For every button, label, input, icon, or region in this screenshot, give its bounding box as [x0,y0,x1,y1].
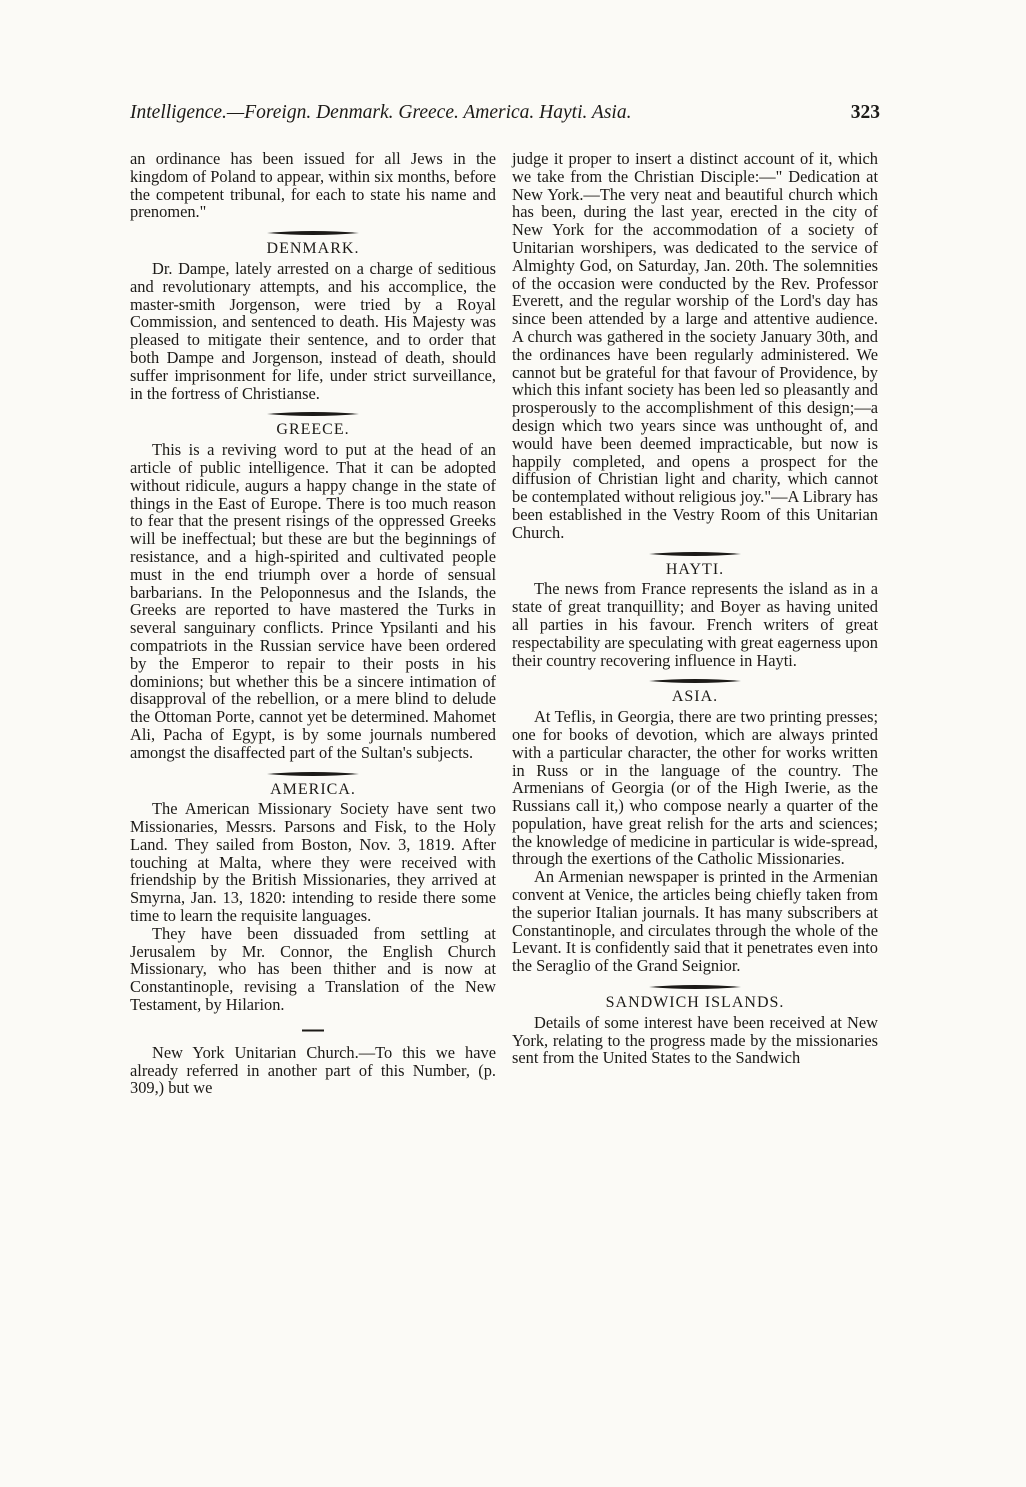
sandwich-text: Details of some interest have been received at New York, relating to the progress made by the missionaries sent from the United States to the Sandwich [512,1012,878,1068]
section-divider [649,678,741,684]
continuation-paragraph: judge it proper to insert a distinct account of it, which we take from the Christian Disciple:—" Dedication at New York.—The very neat and beautiful church which has been, during the last year, erected in the city of New York for the accommodation of a society of Unitarian worshipers, was dedicated to the service of Almighty God, on Saturday, Jan. 20th. The solemnities of the occasion were conducted by the Rev. Professor Everett, and the regular worship of the Lord's day has since been attended by a large and attentive audience. A church was gathered in the society January 30th, and the ordinances have been regularly administered. We cannot but be grateful for that favour of Providence, by which this infant society has been led so pleasantly and prosperously to the accomplishment of this design;—a design which two years since was unthought of, and would have been deemed impracticable, but now is happily completed, and opens a prospect for the diffusion of Christian light and charity, which cannot be contemplated without religious joy."—A Library has been established in the Vestry Room of this Unitarian Church. [512,149,878,542]
intro-paragraph: an ordinance has been issued for all Jews in the kingdom of Poland to appear, within six months, before the competent tribunal, for each to state his name and prenomen." [130,149,496,222]
denmark-heading: DENMARK. [266,240,360,258]
left-column [130,150,496,1097]
running-title: Intelligence.—Foreign. Denmark. Greece. America. Hayti. Asia. [130,102,632,123]
section-divider [267,771,359,777]
america-para-3: New York Unitarian Church.—To this we have already referred in another part of this Number, (p. 309,) but we [130,1042,496,1098]
sandwich-heading: SANDWICH ISLANDS. [605,994,785,1012]
hayti-heading: HAYTI. [665,560,725,578]
asia-para-1: At Teflis, in Georgia, there are two printing presses; one for books of devotion, which are always printed with a particular character, the other for works written in Russ or in the language of the country. The Armenians of Georgia (or of the High Iwerie, as the Russians call it,) who compose nearly a quarter of the population, have great relish for the arts and sciences; the knowledge of medicine in particular is wide-spread, through the exertions of the Catholic Missionaries. [512,707,878,869]
section-divider [267,230,359,236]
page-number: 323 [850,102,880,123]
hayti-text: The news from France represents the island as in a state of great tranquillity; and Boyer as having united all parties in his favour. French writers of great respectability are speculating with great eagerness upon their country recovering influence in Hayti. [512,579,878,670]
section-divider [267,411,359,417]
running-header [130,102,880,132]
america-heading: AMERICA. [270,780,356,798]
america-para-1: The American Missionary Society have sent two Missionaries, Messrs. Parsons and Fisk, to the Holy Land. They sailed from Boston, Nov. 3, 1819. After touching at Malta, where they were received with friendship by the British Missionaries, they arrived at Smyrna, Jan. 13, 1820: intending to reside there some time to learn the requisite languages. [130,799,496,926]
denmark-text: Dr. Dampe, lately arrested on a charge of seditious and revolutionary attempts, and his accomplice, the master-smith Jorgenson, were tried by a Royal Commission, and sentenced to death. His Majesty was pleased to mitigate their sentence, and to order that both Dampe and Jorgenson, instead of death, should suffer imprisonment for life, under strict surveillance, in the fortress of Christianse. [130,258,496,403]
greece-heading: GREECE. [276,421,350,439]
greece-text: This is a reviving word to put at the head of an article of public intelligence. That it can be adopted without ridicule, augurs a happy change in the state of things in the East of Europe. There is too much reason to fear that the present risings of the oppressed Greeks will be ineffectual; but these are but the beginnings of resistance, and a high-spirited and cultivated people must in the end triumph over a horde of sensual barbarians. In the Peloponnesus and the Islands, the Greeks are reported to have mastered the Turks in several sanguinary conflicts. Prince Ypsilanti and his compatriots in the Russian service have been ordered by the Emperor to repair to their posts in his dominions; but whether this be a sincere intimation of disapproval of the rebellion, or a mere blind to delude the Ottoman Porte, cannot yet be determined. Mahomet Ali, Pacha of Egypt, is by some journals numbered amongst the disaffected part of the Sultan's subjects. [130,440,496,762]
small-divider [302,1028,324,1034]
right-column [512,150,878,1067]
asia-para-2: An Armenian newspaper is printed in the Armenian convent at Venice, the articles being chiefly taken from the superior Italian journals. It has many subscribers at Constantinople, and circulates through the whole of the Levant. It is confidently said that it penetrates even into the Seraglio of the Grand Seignior. [512,867,878,976]
section-divider [649,551,741,557]
asia-heading: ASIA. [671,688,719,706]
america-para-2: They have been dissuaded from settling at Jerusalem by Mr. Connor, the English Church Missionary, who has been thither and is now at Constantinople, revising a Translation of the New Testament, by Hilarion. [130,923,496,1015]
section-divider [649,984,741,990]
